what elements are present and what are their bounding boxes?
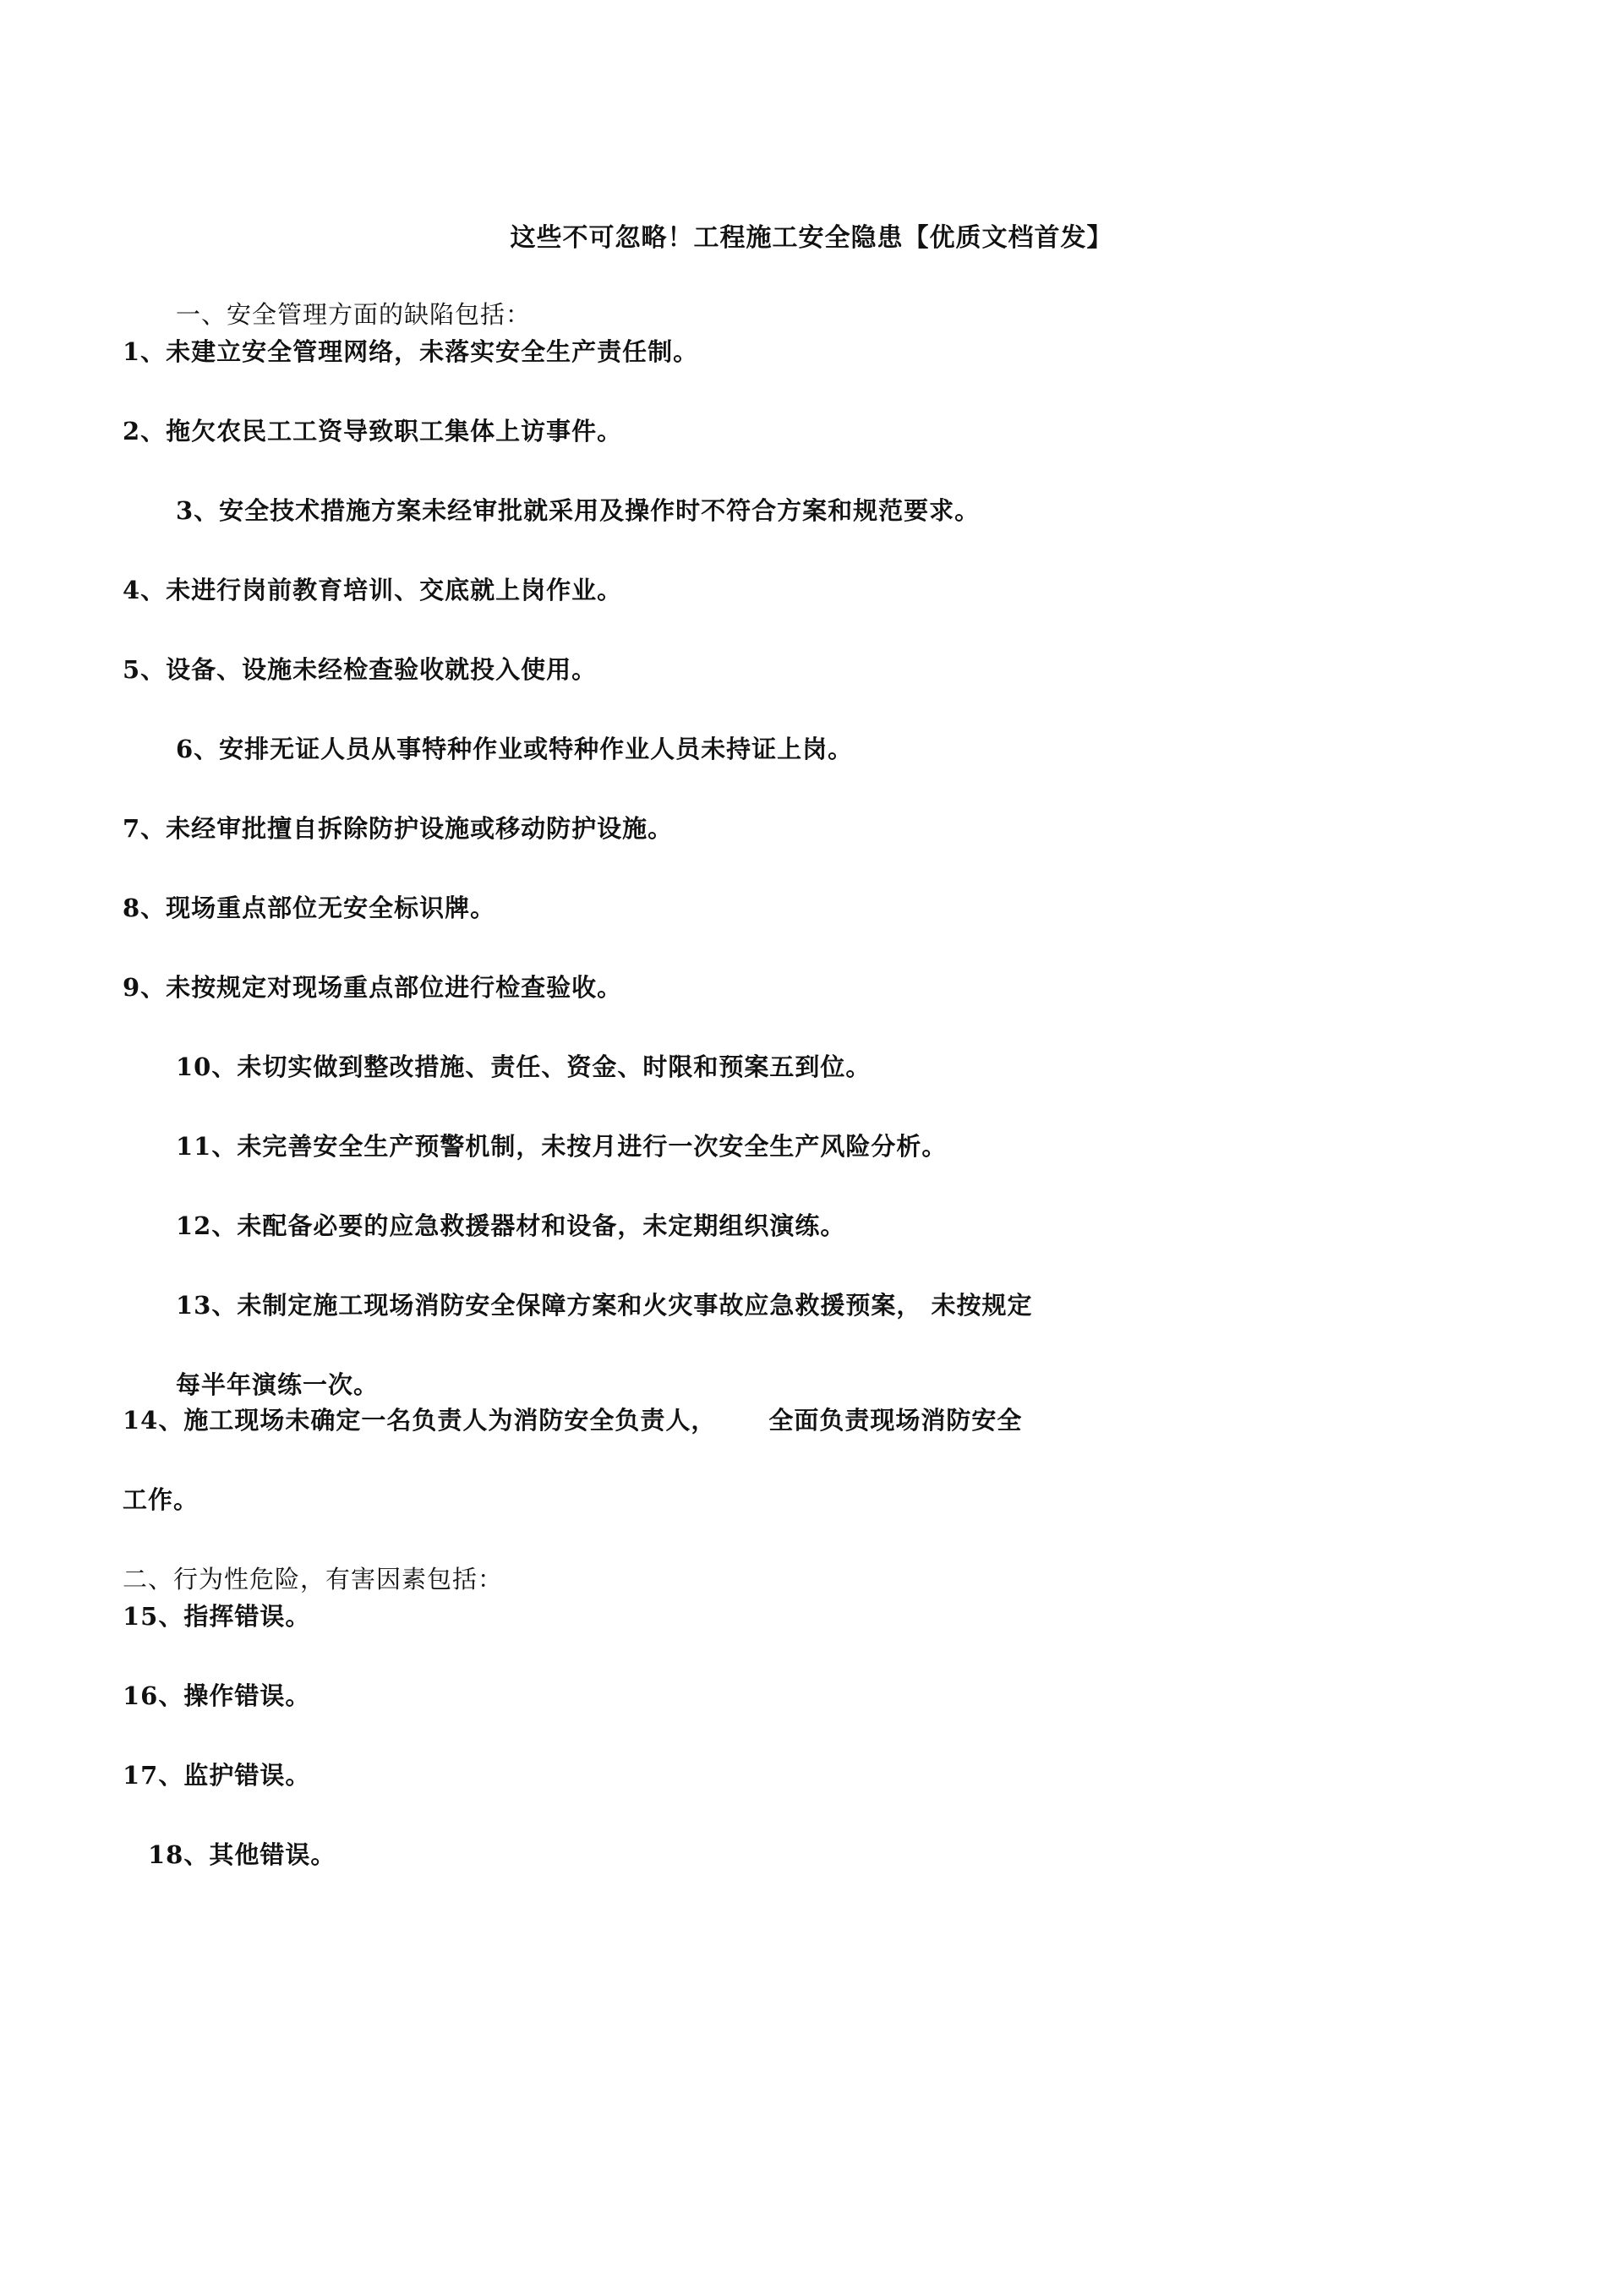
list-item: 2、拖欠农民工工资导致职工集体上访事件。 [123, 417, 623, 446]
list-item: 3、安全技术措施方案未经审批就采用及操作时不符合方案和规范要求。 [176, 496, 981, 525]
list-item-part: 14、施工现场未确定一名负责人为消防安全负责人， [123, 1406, 717, 1435]
list-item: 6、安排无证人员从事特种作业或特种作业人员未持证上岗。 [176, 735, 854, 763]
list-item: 7、未经审批擅自拆除防护设施或移动防护设施。 [123, 814, 674, 843]
list-item: 16、操作错误。 [123, 1681, 311, 1710]
list-item-continuation: 工作。 [123, 1485, 199, 1514]
document-title: 这些不可忽略！工程施工安全隐患【优质文档首发】 [510, 223, 1113, 253]
list-item: 8、现场重点部位无安全标识牌。 [123, 894, 496, 922]
list-item: 11、未完善安全生产预警机制，未按月进行一次安全生产风险分析。 [176, 1132, 948, 1161]
list-item: 13、未制定施工现场消防安全保障方案和火灾事故应急救援预案， 未按规定 [176, 1291, 1033, 1320]
list-item [123, 1403, 1022, 1437]
list-item: 12、未配备必要的应急救援器材和设备，未定期组织演练。 [176, 1211, 846, 1240]
section-heading-behavior: 二、行为性危险，有害因素包括： [123, 1565, 504, 1594]
list-item-part: 全面负责现场消防安全 [768, 1406, 1023, 1435]
list-item: 10、未切实做到整改措施、责任、资金、时限和预案五到位。 [176, 1052, 872, 1081]
section-heading-management: 一、安全管理方面的缺陷包括： [176, 300, 532, 329]
list-item-continuation: 每半年演练一次。 [176, 1370, 380, 1399]
list-item: 4、未进行岗前教育培训、交底就上岗作业。 [123, 576, 623, 604]
list-item: 18、其他错误。 [148, 1840, 336, 1869]
list-item: 1、未建立安全管理网络，未落实安全生产责任制。 [123, 337, 699, 366]
list-item: 9、未按规定对现场重点部位进行检查验收。 [123, 973, 623, 1002]
list-item: 5、设备、设施未经检查验收就投入使用。 [123, 655, 598, 684]
list-item: 17、监护错误。 [123, 1761, 311, 1790]
list-item: 15、指挥错误。 [123, 1602, 311, 1631]
